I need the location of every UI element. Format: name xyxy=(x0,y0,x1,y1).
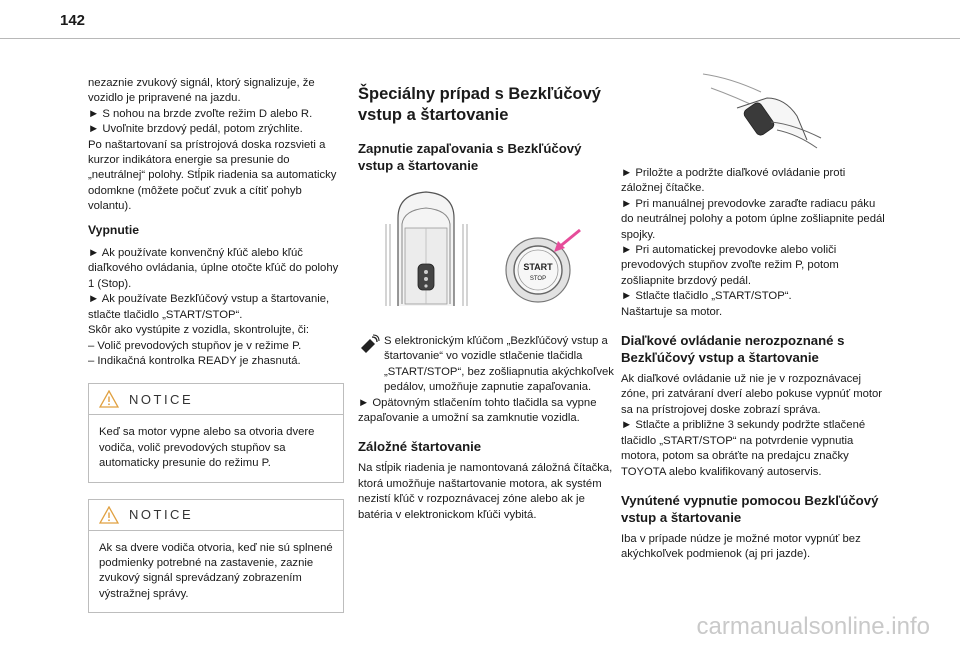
notice-box xyxy=(88,383,344,482)
paragraph: ► Ak používate konvenčný kľúč alebo kľúč diaľkového ovládania, úplne otočte kľúč do polohy 1 (Stop). xyxy=(88,247,339,290)
notice-header xyxy=(89,384,343,415)
car-top-view-illustration xyxy=(358,186,616,326)
notice-title: NOTICE xyxy=(129,506,194,522)
column-3 xyxy=(621,76,886,563)
column-1 xyxy=(88,76,344,613)
car-and-start-button-figure xyxy=(358,186,616,326)
watermark: carmanualsonline.info xyxy=(696,613,930,640)
paragraph: Iba v prípade núdze je možné motor vypnúť bez akýchkoľvek podmienok (aj pri jazde). xyxy=(621,532,861,561)
paragraph: ► Ak používate Bezkľúčový vstup a štartovanie, stlačte tlačidlo „START/STOP“. xyxy=(88,293,330,321)
hand-holding-key-illustration xyxy=(621,68,886,154)
paragraph: Skôr ako vystúpite z vozidla, skontrolujte, či: xyxy=(88,324,310,337)
paragraph: ► Opätovným stlačením tohto tlačidla sa vypne zapaľovanie a umožní sa zamknutie vozidla. xyxy=(358,396,597,425)
start-label: START xyxy=(523,262,553,272)
paragraph: ► Uvoľnite brzdový pedál, potom zrýchlite. xyxy=(88,123,303,136)
smart-key-icon xyxy=(358,334,380,356)
paragraph: S elektronickým kľúčom „Bezkľúčový vstup a štartovanie“ vo vozidle stlačenie tlačidla „START/STOP“, bez zošliapnutia akýchkoľvek pedálov, umožňuje zapnutie zapaľovania. xyxy=(384,335,614,394)
paragraph: – Volič prevodových stupňov je v režime P. xyxy=(88,339,302,352)
sub-heading: Diaľkové ovládanie nerozpoznané s Bezkľúčový vstup a štartovanie xyxy=(621,333,845,366)
sub-heading: Záložné štartovanie xyxy=(358,439,482,455)
main-heading: Špeciálny prípad s Bezkľúčový vstup a štartovanie xyxy=(358,85,601,124)
paragraph: Ak diaľkové ovládanie už nie je v rozpoznávacej zóne, pri zatváraní dverí alebo pokuse vypnúť motor sa na prístrojovej doske zobrazí správa. xyxy=(621,373,883,416)
column-2 xyxy=(358,76,616,523)
stop-label: STOP xyxy=(529,276,547,282)
paragraph: ► Pri automatickej prevodovke alebo voliči prevodových stupňov zvoľte režim P, potom zošliapnite brzdový pedál. xyxy=(621,244,839,287)
paragraph: Naštartuje sa motor. xyxy=(621,305,723,318)
backup-reader-figure xyxy=(621,68,886,154)
paragraph: ► Stlačte tlačidlo „START/STOP“. xyxy=(621,290,792,303)
sub-heading: Vynútené vypnutie pomocou Bezkľúčový vstup a štartovanie xyxy=(621,492,879,525)
paragraph: ► S nohou na brzde zvoľte režim D alebo R. xyxy=(88,107,313,120)
notice-text: Ak sa dvere vodiča otvoria, keď nie sú splnené podmienky potrebné na zastavenie, zaznie zvukový signál sprevádzaný zobrazením výstražnej správy. xyxy=(99,541,333,600)
paragraph: ► Priložte a podržte diaľkové ovládanie proti záložnej čítačke. xyxy=(621,167,846,195)
page-number: 142 xyxy=(60,12,86,29)
notice-text: Keď sa motor vypne alebo sa otvoria dvere vodiča, volič prevodových stupňov sa automaticky presunie do režimu P. xyxy=(99,426,315,470)
paragraph: Na stĺpik riadenia je namontovaná záložná čítačka, ktorá umožňuje naštartovanie motora, ak systém nezistí kľúč v rozpoznávacej zóne alebo ak je batéria v elektronickom kľúči vybitá. xyxy=(358,462,613,521)
top-divider xyxy=(0,38,960,39)
section-heading-vypnutie: Vypnutie xyxy=(88,222,140,237)
notice-box xyxy=(88,499,344,614)
notice-title: NOTICE xyxy=(129,391,194,407)
notice-header xyxy=(89,500,343,531)
warning-triangle-icon xyxy=(99,390,119,408)
paragraph: Po naštartovaní sa prístrojová doska rozsvieti a kurzor indikátora energie sa presunie do „neutrálnej“ polohy. Stĺpik riadenia sa automaticky odomkne (môžete počuť zvuk a cítiť pohyb volantu). xyxy=(88,138,337,213)
paragraph: ► Pri manuálnej prevodovke zaraďte radiacu páku do neutrálnej polohy a potom úplne zošliapnite pedál spojky. xyxy=(621,197,885,241)
paragraph: – Indikačná kontrolka READY je zhasnutá. xyxy=(88,354,301,367)
paragraph: ► Stlačte a približne 3 sekundy podržte stlačené tlačidlo „START/STOP“ na potvrdenie vypnutia motora, potom sa obráťte na predajcu značky TOYOTA alebo kvalifikovaný autoservis. xyxy=(621,419,866,478)
sub-heading: Zapnutie zapaľovania s Bezkľúčový vstup a štartovanie xyxy=(358,141,582,173)
warning-triangle-icon xyxy=(99,506,119,524)
key-paragraph-row xyxy=(358,334,616,396)
paragraph: nezaznie zvukový signál, ktorý signalizuje, že vozidlo je pripravené na jazdu. xyxy=(88,77,315,105)
